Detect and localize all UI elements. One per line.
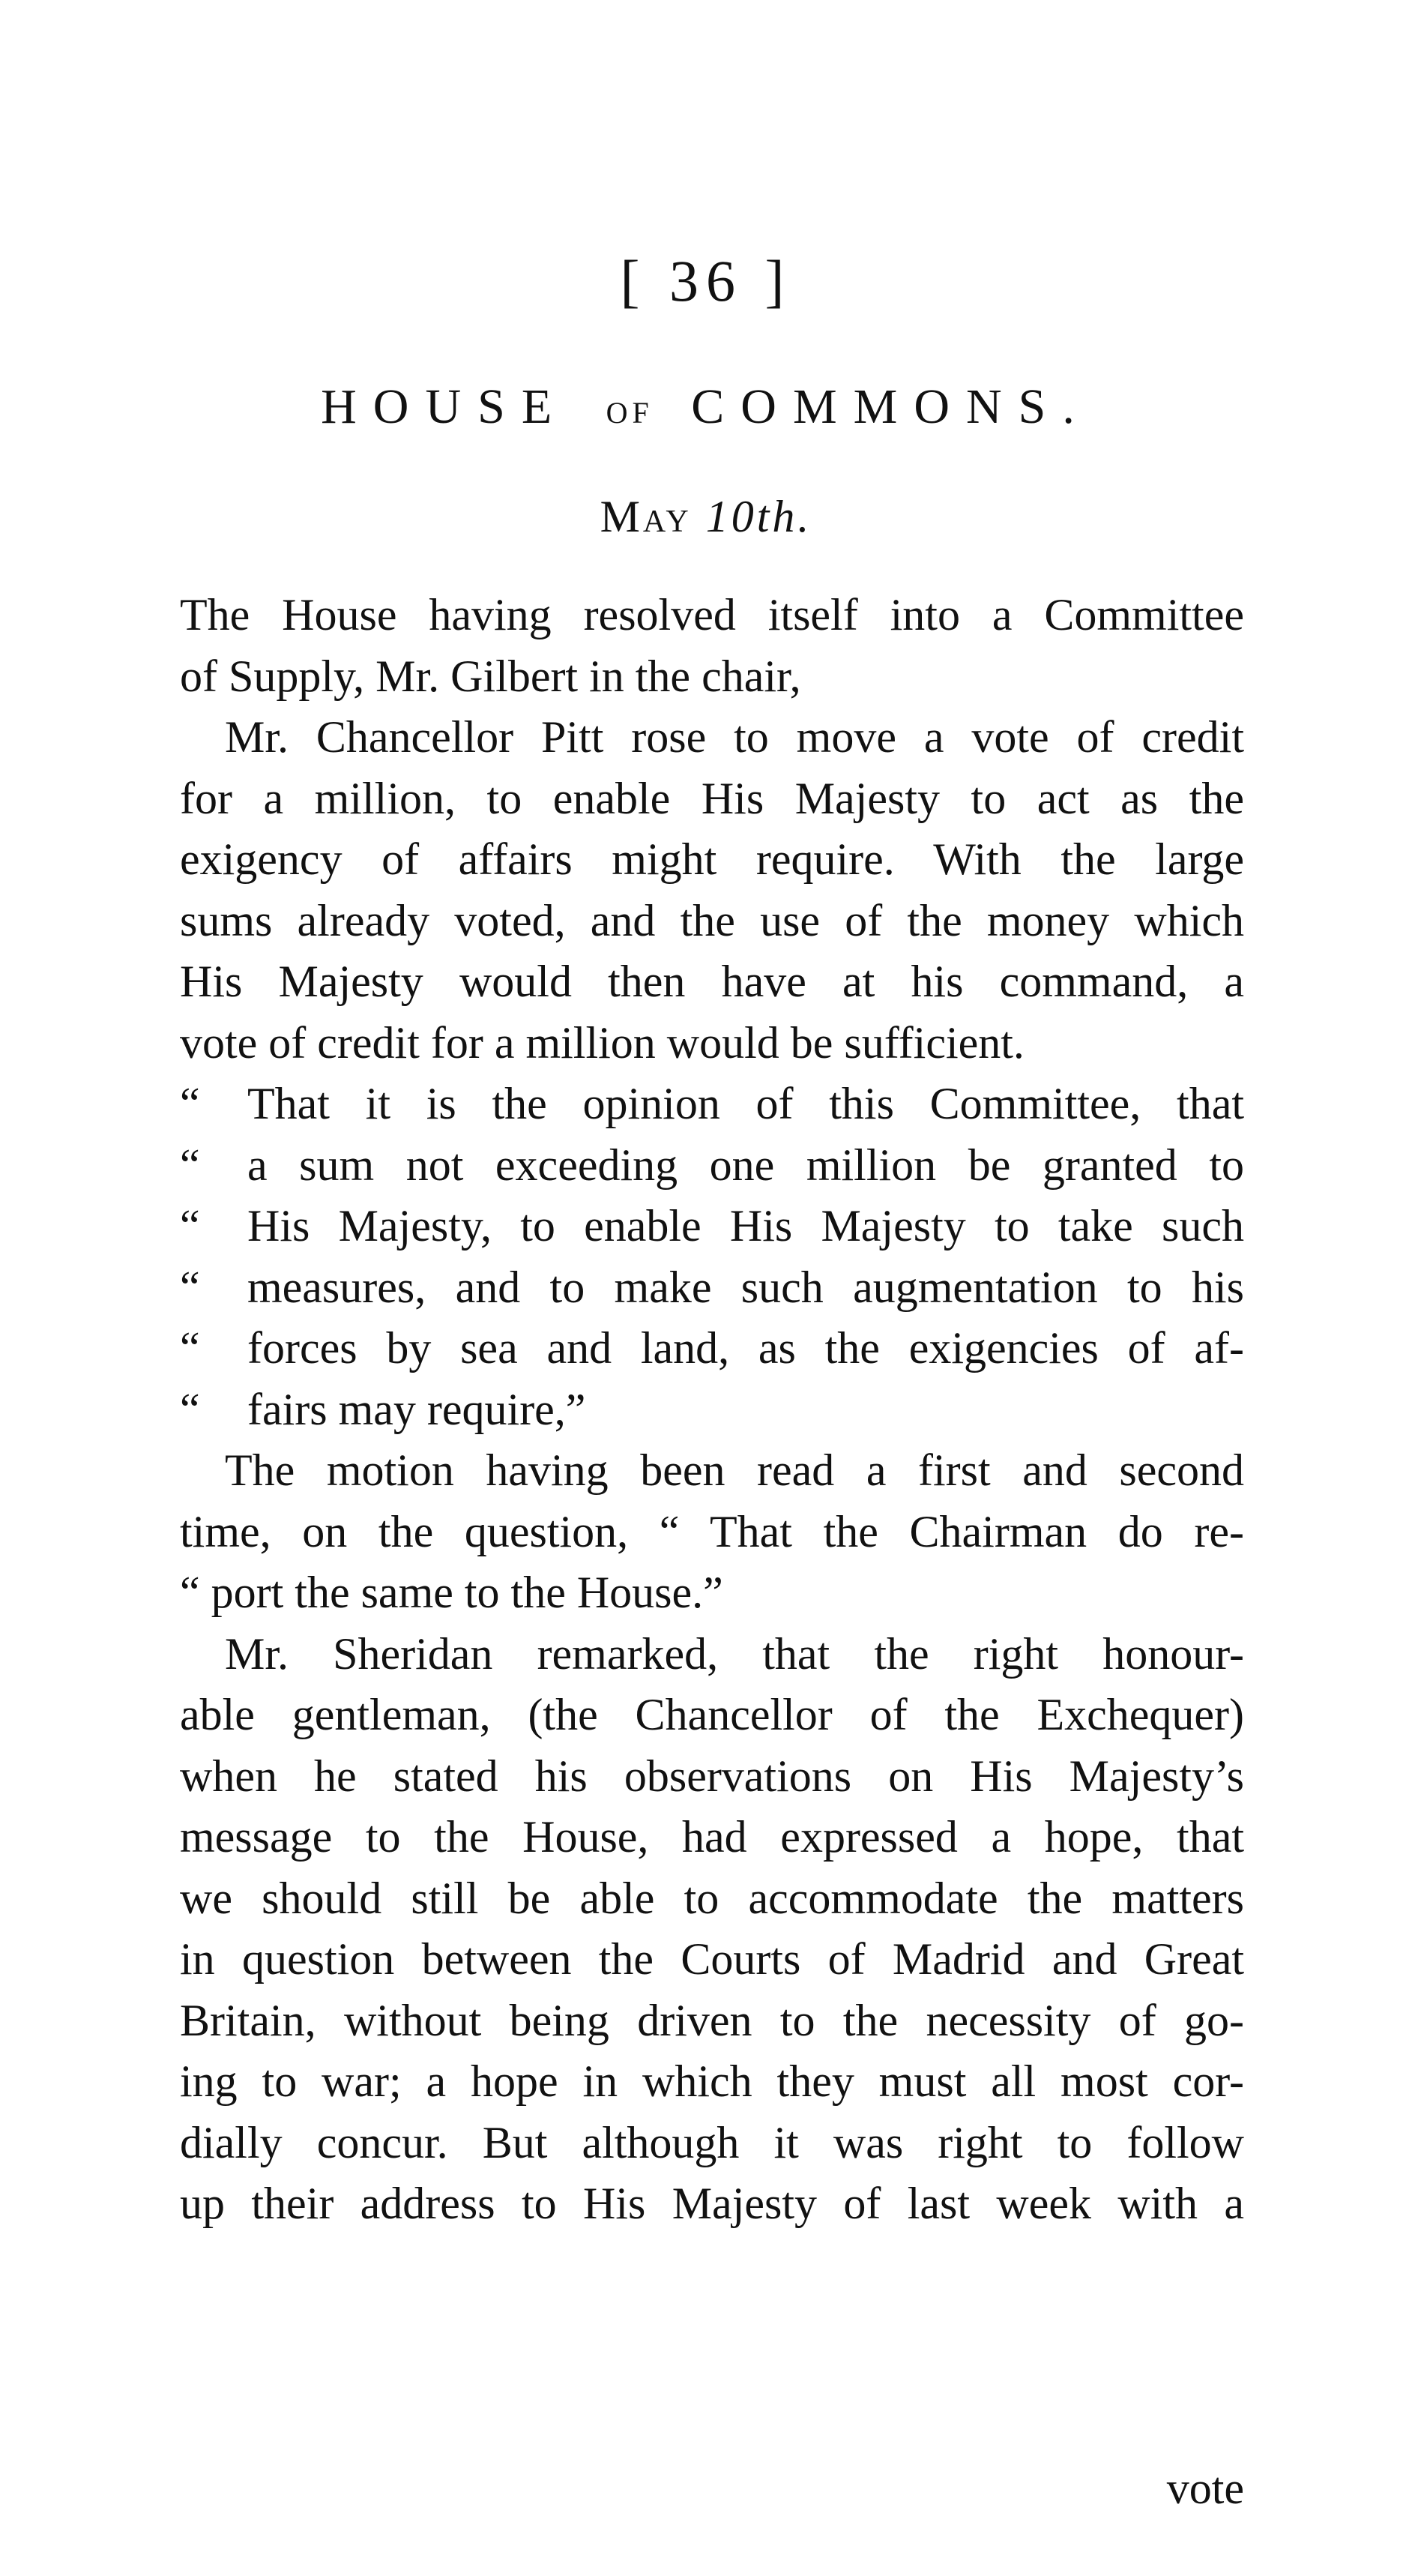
- quote-mark: “: [180, 1079, 200, 1128]
- quote-text: forces by sea and land, as the exigencies of af-: [247, 1323, 1244, 1373]
- date-heading: [0, 491, 1412, 543]
- heading-house: HOUSE: [321, 379, 569, 434]
- quote-text: His Majesty, to enable His Majesty to take such: [247, 1201, 1244, 1251]
- text-line: exigency of affairs might require. With the large: [180, 834, 1244, 884]
- quote-line: [180, 1379, 1244, 1441]
- heading-of: OF: [606, 396, 654, 430]
- text-line: The House having resolved itself into a Committee: [180, 590, 1244, 640]
- heading-commons: COMMONS.: [691, 379, 1091, 434]
- text-line: for a million, to enable His Majesty to act as the: [180, 773, 1244, 823]
- text-line: we should still be able to accommodate the matters: [180, 1873, 1244, 1923]
- quote-text: measures, and to make such augmentation to his: [247, 1262, 1244, 1312]
- text-line: Mr. Chancellor Pitt rose to move a vote of credit: [225, 712, 1244, 762]
- text-line: vote of credit for a million would be sufficient.: [180, 1017, 1025, 1068]
- text-line: The motion having been read a first and second: [225, 1445, 1244, 1495]
- quote-line: [180, 1135, 1244, 1197]
- quote-mark: “: [180, 1201, 200, 1251]
- quote-text: fairs may require,”: [247, 1384, 586, 1434]
- text-line: Britain, without being driven to the necessity of go-: [180, 1995, 1244, 2045]
- body-text: [180, 585, 1244, 2235]
- text-line: in question between the Courts of Madrid and Great: [180, 1934, 1244, 1984]
- quote-line: [180, 1257, 1244, 1319]
- text-line: His Majesty would then have at his command, a: [180, 957, 1244, 1006]
- text-line: ing to war; a hope in which they must all most cor-: [180, 2056, 1244, 2106]
- quote-line: [180, 1318, 1244, 1379]
- text-line: when he stated his observations on His Majesty’s: [180, 1751, 1244, 1801]
- quote-line: [180, 1074, 1244, 1135]
- text-line: up their address to His Majesty of last week with a: [180, 2179, 1244, 2228]
- text-line: “ port the same to the House.”: [180, 1568, 723, 1617]
- text-line: able gentleman, (the Chancellor of the Exchequer): [180, 1690, 1244, 1739]
- text-line: dially concur. But although it was right to follow: [180, 2117, 1244, 2167]
- quote-mark: “: [180, 1140, 200, 1190]
- text-line: time, on the question, “ That the Chairman do re-: [180, 1506, 1244, 1556]
- catchword: vote: [1166, 2464, 1244, 2513]
- section-heading: [0, 379, 1412, 436]
- quote-text: a sum not exceeding one million be granted to: [247, 1140, 1244, 1190]
- quote-line: [180, 1196, 1244, 1257]
- date-month: May: [600, 492, 692, 541]
- quote-mark: “: [180, 1384, 200, 1434]
- quote-mark: “: [180, 1262, 200, 1312]
- text-line: Mr. Sheridan remarked, that the right honour-: [225, 1628, 1244, 1679]
- page-number: [ 36 ]: [620, 248, 792, 313]
- text-line: message to the House, had expressed a hope, that: [180, 1812, 1244, 1862]
- quote-mark: “: [180, 1323, 200, 1373]
- text-line: sums already voted, and the use of the money which: [180, 895, 1244, 945]
- quote-text: That it is the opinion of this Committee, that: [247, 1079, 1244, 1128]
- text-line: of Supply, Mr. Gilbert in the chair,: [180, 651, 801, 701]
- date-day: 10th.: [705, 492, 812, 541]
